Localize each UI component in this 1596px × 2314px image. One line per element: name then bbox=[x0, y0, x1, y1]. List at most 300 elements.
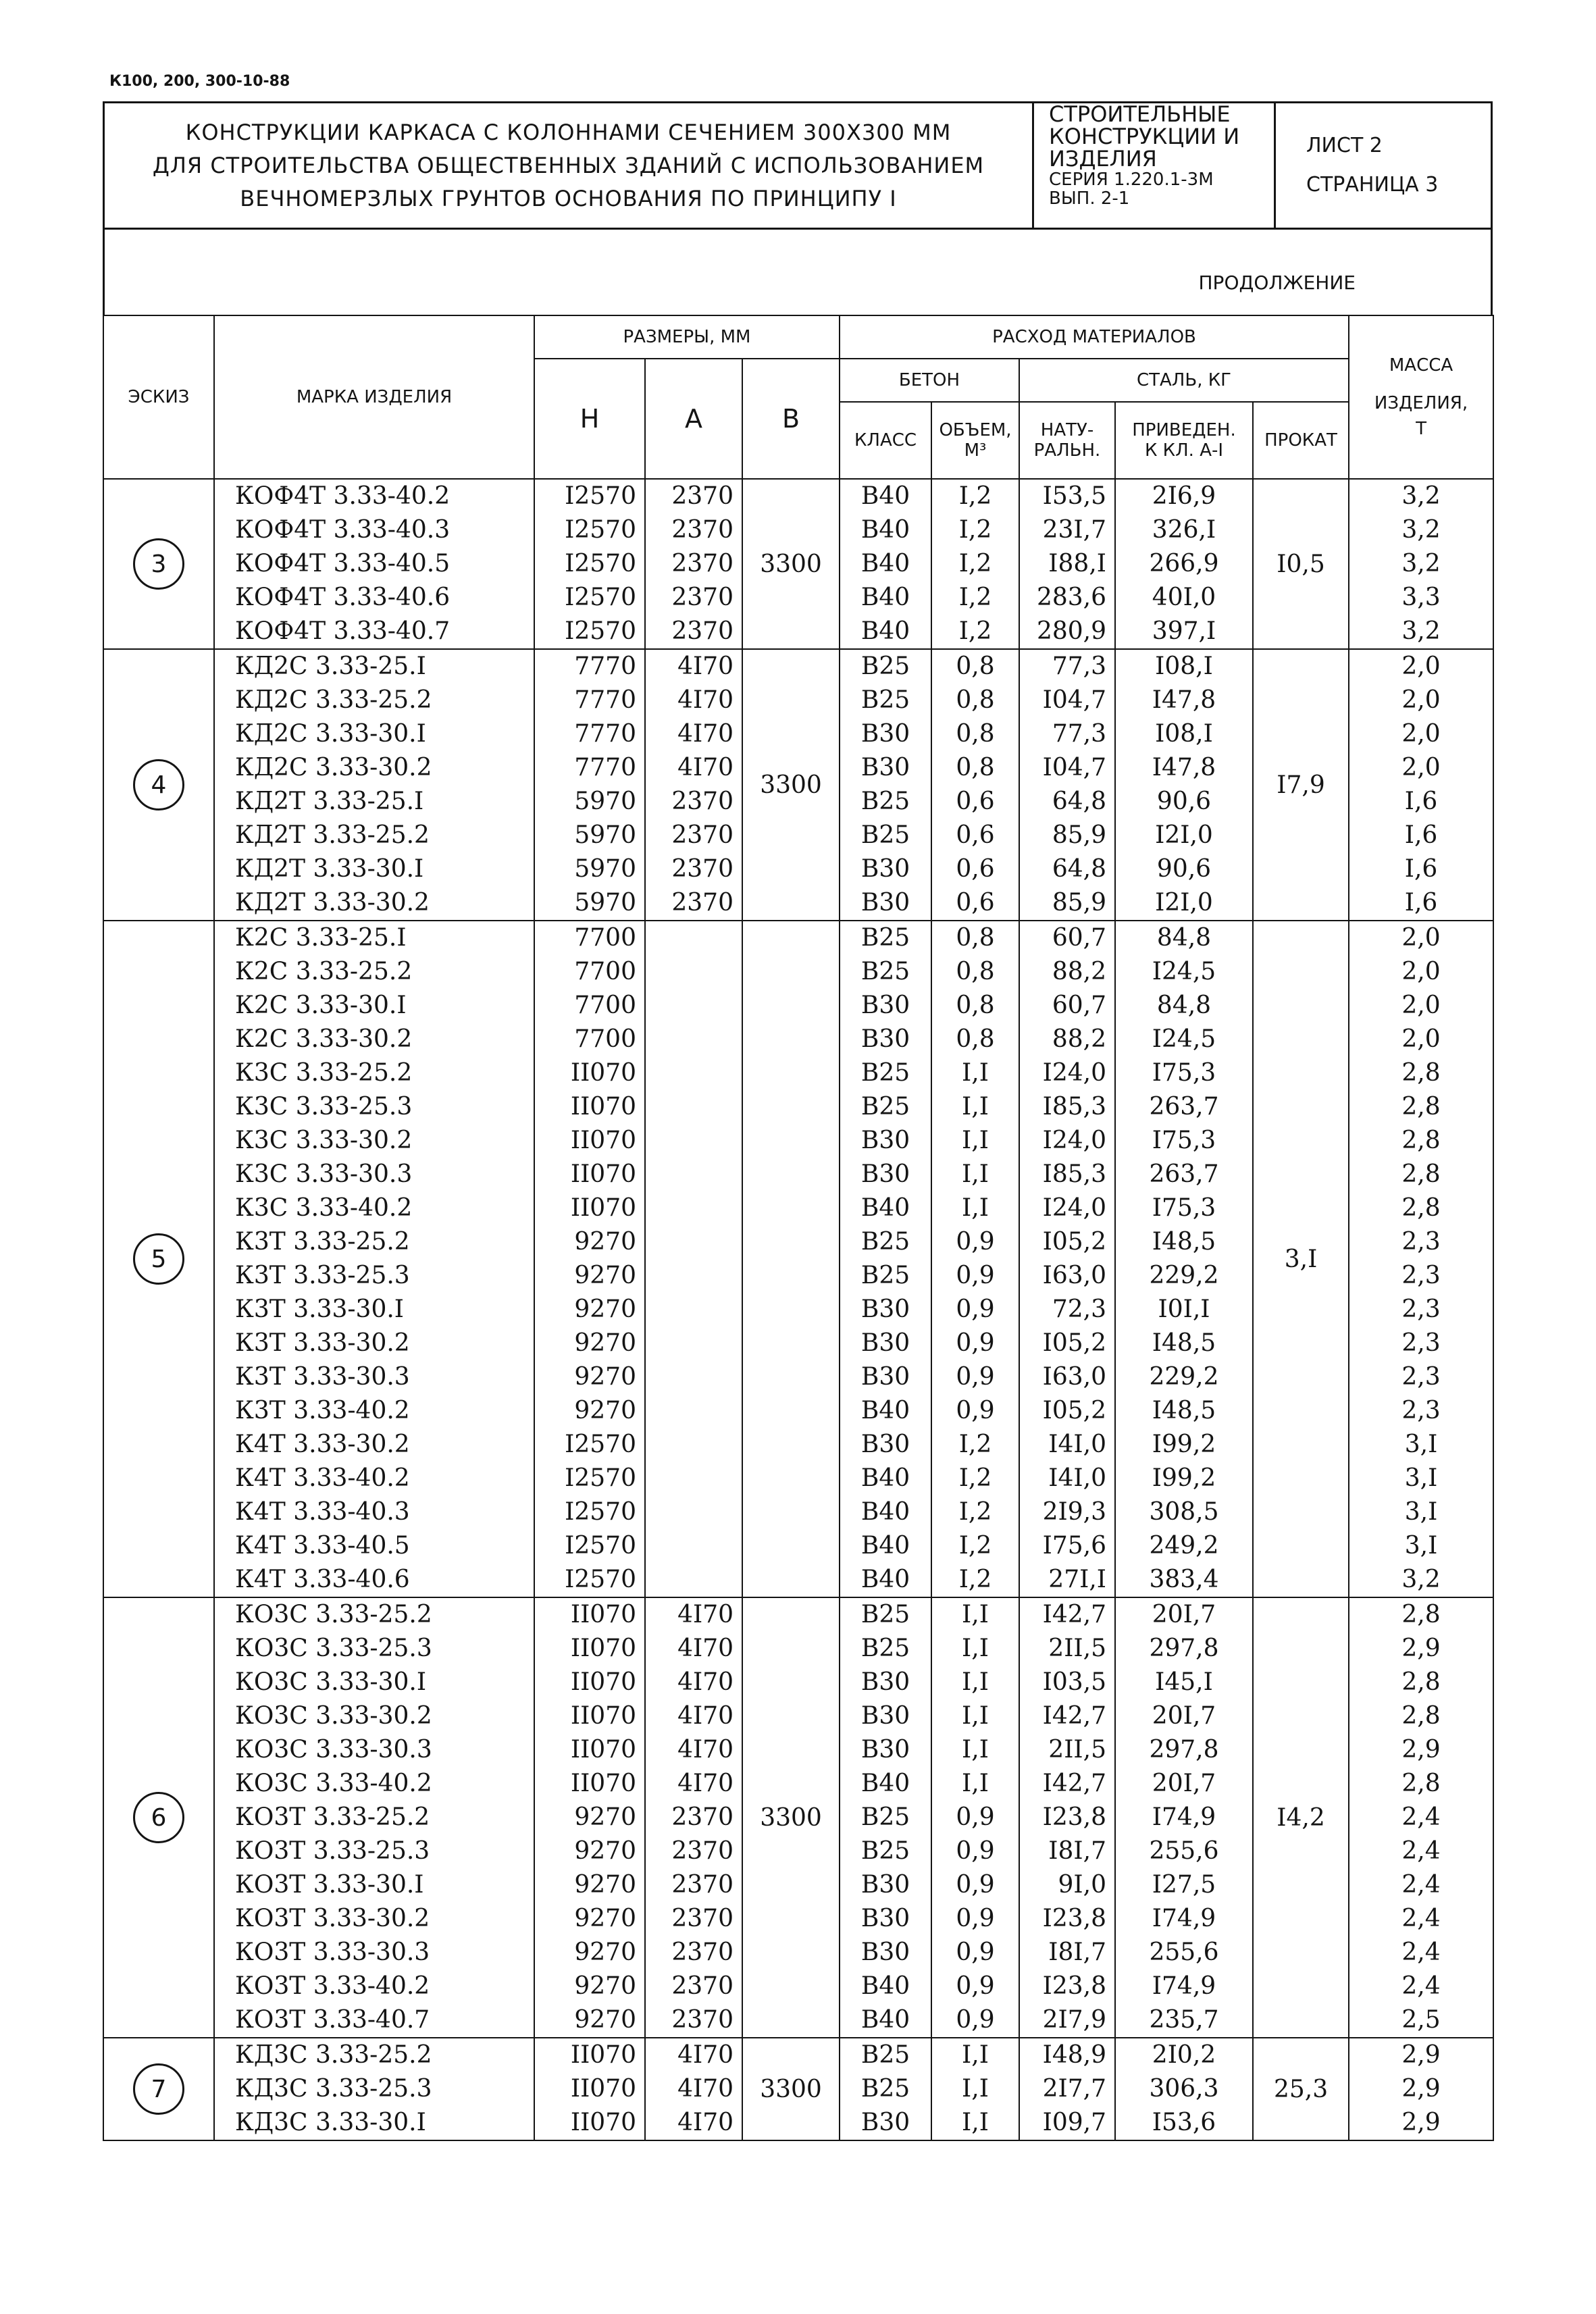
size-h: II070 bbox=[570, 1194, 636, 1222]
size-a: 4I70 bbox=[677, 1736, 733, 1764]
size-b bbox=[742, 921, 840, 1597]
size-a: 2370 bbox=[671, 1938, 733, 1966]
materials-table bbox=[103, 315, 1494, 2141]
steel-reduced: I75,3 bbox=[1152, 1127, 1216, 1154]
size-a: 2370 bbox=[671, 821, 733, 849]
product-mark: К3С 3.33-25.2 bbox=[235, 1059, 413, 1087]
product-mark: КО3С 3.33-40.2 bbox=[235, 1770, 432, 1797]
col-sketch: ЭСКИЗ bbox=[103, 315, 214, 479]
size-a: 2370 bbox=[671, 1803, 733, 1831]
steel-reduced: I53,6 bbox=[1152, 2109, 1216, 2136]
product-mark: КД3С 3.33-25.3 bbox=[235, 2075, 432, 2103]
series-block-line-2: КОНСТРУКЦИИ И bbox=[1049, 124, 1240, 149]
steel-natural-cell bbox=[1019, 479, 1115, 649]
size-a: 2370 bbox=[671, 788, 733, 815]
steel-natural: I4I,0 bbox=[1048, 1431, 1106, 1458]
steel-reduced: 40I,0 bbox=[1152, 584, 1216, 611]
product-mass: I,6 bbox=[1404, 889, 1438, 917]
series-number: СЕРИЯ 1.220.1-3М bbox=[1049, 170, 1214, 190]
product-mass: 2,8 bbox=[1401, 1770, 1441, 1797]
steel-natural: I23,8 bbox=[1042, 1972, 1106, 2000]
concrete-volume: 0,9 bbox=[956, 1803, 995, 1831]
sketch-number: 3 bbox=[133, 538, 184, 590]
steel-reduced: I08,I bbox=[1155, 652, 1213, 680]
concrete-class: В25 bbox=[860, 2075, 910, 2103]
steel-natural: I24,0 bbox=[1042, 1194, 1106, 1222]
steel-rolled: I7,9 bbox=[1253, 649, 1349, 921]
concrete-class: В30 bbox=[860, 1295, 910, 1323]
concrete-class: В30 bbox=[860, 1938, 910, 1966]
size-a bbox=[646, 1191, 742, 1225]
concrete-class: В40 bbox=[860, 1532, 910, 1560]
steel-natural: I24,0 bbox=[1042, 1059, 1106, 1087]
steel-natural: 27I,I bbox=[1048, 1566, 1106, 1593]
concrete-class: В40 bbox=[860, 1972, 910, 2000]
size-h: 7700 bbox=[574, 958, 636, 985]
size-h: 9270 bbox=[574, 1803, 636, 1831]
col-reduced bbox=[1115, 402, 1253, 479]
concrete-class: В25 bbox=[860, 652, 910, 680]
size-h-cell bbox=[534, 649, 645, 921]
concrete-class: В25 bbox=[860, 1059, 910, 1087]
col-b: В bbox=[742, 359, 840, 479]
concrete-volume: I,2 bbox=[958, 1498, 992, 1526]
product-mark: К3Т 3.33-30.2 bbox=[235, 1329, 410, 1357]
product-mass: 2,4 bbox=[1401, 1837, 1441, 1865]
steel-reduced: I74,9 bbox=[1152, 1972, 1216, 2000]
size-b: 3300 bbox=[742, 649, 840, 921]
steel-reduced: 20I,7 bbox=[1152, 1770, 1216, 1797]
product-mark: К3Т 3.33-40.2 bbox=[235, 1397, 410, 1424]
series-block-line-1: СТРОИТЕЛЬНЫЕ bbox=[1049, 101, 1231, 127]
title-line-1: КОНСТРУКЦИИ КАРКАСА С КОЛОННАМИ СЕЧЕНИЕМ 300Х300 ММ bbox=[185, 119, 952, 145]
concrete-class-cell bbox=[840, 2038, 931, 2140]
steel-natural: 23I,7 bbox=[1042, 516, 1106, 544]
sketch-cell bbox=[103, 479, 214, 649]
steel-natural: I8I,7 bbox=[1048, 1837, 1106, 1865]
col-mass-line-2: ИЗДЕЛИЯ, bbox=[1374, 393, 1468, 413]
size-a-cell bbox=[645, 479, 742, 649]
product-mass: 2,0 bbox=[1401, 720, 1441, 748]
steel-reduced: 255,6 bbox=[1149, 1938, 1219, 1966]
steel-reduced: I99,2 bbox=[1152, 1431, 1216, 1458]
size-a-cell bbox=[645, 2038, 742, 2140]
concrete-volume: 0,8 bbox=[956, 992, 995, 1019]
concrete-class: В40 bbox=[860, 1770, 910, 1797]
product-mark: К3Т 3.33-25.3 bbox=[235, 1262, 410, 1289]
concrete-class: В30 bbox=[860, 1363, 910, 1391]
size-a-cell bbox=[645, 921, 742, 1597]
size-h: 7770 bbox=[574, 720, 636, 748]
size-a bbox=[646, 1056, 742, 1090]
concrete-volume: 0,6 bbox=[956, 821, 995, 849]
size-a bbox=[646, 1124, 742, 1158]
steel-reduced: I08,I bbox=[1155, 720, 1213, 748]
size-h: I2570 bbox=[565, 1532, 636, 1560]
concrete-volume: 0,8 bbox=[956, 924, 995, 952]
size-h: 9270 bbox=[574, 1295, 636, 1323]
sketch-cell bbox=[103, 921, 214, 1597]
product-mass: 2,3 bbox=[1401, 1397, 1441, 1424]
steel-natural: 60,7 bbox=[1052, 924, 1106, 952]
concrete-class: В30 bbox=[860, 1431, 910, 1458]
product-mass: 2,0 bbox=[1401, 1025, 1441, 1053]
steel-reduced: 326,I bbox=[1152, 516, 1216, 544]
concrete-class: В30 bbox=[860, 1160, 910, 1188]
steel-natural: I42,7 bbox=[1042, 1702, 1106, 1730]
size-a bbox=[646, 989, 742, 1023]
size-h: II070 bbox=[570, 1702, 636, 1730]
size-h: I2570 bbox=[565, 1464, 636, 1492]
size-a bbox=[646, 1563, 742, 1597]
product-mark: КО3Т 3.33-30.3 bbox=[235, 1938, 430, 1966]
steel-natural: I23,8 bbox=[1042, 1905, 1106, 1932]
product-mark: КОФ4Т 3.33-40.7 bbox=[235, 617, 451, 645]
concrete-volume: 0,9 bbox=[956, 1262, 995, 1289]
size-h: 9270 bbox=[574, 2006, 636, 2034]
product-mass: 2,9 bbox=[1401, 1635, 1441, 1662]
concrete-volume: I,2 bbox=[958, 1566, 992, 1593]
size-a: 4I70 bbox=[677, 652, 733, 680]
product-mark: К4Т 3.33-40.3 bbox=[235, 1498, 410, 1526]
steel-natural: I53,5 bbox=[1042, 482, 1106, 510]
concrete-volume: 0,8 bbox=[956, 1025, 995, 1053]
product-mark: К4Т 3.33-40.5 bbox=[235, 1532, 410, 1560]
col-reduced-line-2: К КЛ. А-I bbox=[1144, 440, 1224, 461]
steel-natural: I23,8 bbox=[1042, 1803, 1106, 1831]
steel-natural: I04,7 bbox=[1042, 754, 1106, 781]
concrete-class: В30 bbox=[860, 889, 910, 917]
concrete-class: В30 bbox=[860, 720, 910, 748]
steel-reduced: 306,3 bbox=[1149, 2075, 1219, 2103]
product-mass: 2,8 bbox=[1401, 1702, 1441, 1730]
product-mass: 2,0 bbox=[1401, 754, 1441, 781]
product-mark: КОФ4Т 3.33-40.5 bbox=[235, 550, 451, 577]
steel-reduced: 20I,7 bbox=[1152, 1601, 1216, 1628]
concrete-class: В30 bbox=[860, 1736, 910, 1764]
size-a: 2370 bbox=[671, 889, 733, 917]
series-cell bbox=[1034, 103, 1276, 228]
size-h: II070 bbox=[570, 1127, 636, 1154]
sketch-number: 7 bbox=[133, 2063, 184, 2115]
table-group-row bbox=[103, 1597, 1493, 2038]
steel-reduced: 297,8 bbox=[1149, 1736, 1219, 1764]
concrete-volume: 0,9 bbox=[956, 1905, 995, 1932]
col-reduced-line-1: ПРИВЕДЕН. bbox=[1132, 420, 1236, 440]
size-h: II070 bbox=[570, 1736, 636, 1764]
series-block-line-3: ИЗДЕЛИЯ bbox=[1049, 146, 1157, 172]
size-h: II070 bbox=[570, 1160, 636, 1188]
steel-reduced-cell bbox=[1115, 649, 1253, 921]
concrete-class: В40 bbox=[860, 1464, 910, 1492]
col-volume-line-2: М³ bbox=[964, 440, 987, 461]
product-mark: КД2Т 3.33-25.I bbox=[235, 788, 424, 815]
product-mark: КД2С 3.33-25.2 bbox=[235, 686, 432, 714]
steel-reduced: I99,2 bbox=[1152, 1464, 1216, 1492]
steel-reduced: 90,6 bbox=[1156, 788, 1212, 815]
concrete-volume: I,2 bbox=[958, 1431, 992, 1458]
steel-reduced: 263,7 bbox=[1149, 1160, 1219, 1188]
size-a: 2370 bbox=[671, 617, 733, 645]
steel-natural: I42,7 bbox=[1042, 1770, 1106, 1797]
product-mass: 3,I bbox=[1404, 1464, 1438, 1492]
concrete-volume: I,I bbox=[962, 1736, 989, 1764]
concrete-volume: I,I bbox=[962, 1702, 989, 1730]
steel-rolled: 3,I bbox=[1253, 921, 1349, 1597]
steel-natural: 2I7,7 bbox=[1042, 2075, 1106, 2103]
size-h: II070 bbox=[570, 1601, 636, 1628]
product-mass: 2,4 bbox=[1401, 1803, 1441, 1831]
steel-natural: 283,6 bbox=[1036, 584, 1106, 611]
product-mass: I,6 bbox=[1404, 855, 1438, 883]
concrete-volume: 0,8 bbox=[956, 720, 995, 748]
steel-reduced: 84,8 bbox=[1156, 924, 1212, 952]
size-a bbox=[646, 1360, 742, 1394]
continuation-label: ПРОДОЛЖЕНИЕ bbox=[1198, 272, 1356, 294]
size-a: 2370 bbox=[671, 1837, 733, 1865]
product-mark: К4Т 3.33-30.2 bbox=[235, 1431, 410, 1458]
size-a bbox=[646, 1327, 742, 1360]
size-h: II070 bbox=[570, 1059, 636, 1087]
steel-reduced: I74,9 bbox=[1152, 1803, 1216, 1831]
steel-reduced: I47,8 bbox=[1152, 754, 1216, 781]
concrete-volume: I,I bbox=[962, 1127, 989, 1154]
product-mark: КО3С 3.33-30.3 bbox=[235, 1736, 432, 1764]
product-mark: КО3С 3.33-30.2 bbox=[235, 1702, 432, 1730]
concrete-class: В25 bbox=[860, 1262, 910, 1289]
steel-natural: I63,0 bbox=[1042, 1262, 1106, 1289]
sketch-number: 6 bbox=[133, 1792, 184, 1843]
steel-reduced: I2I,0 bbox=[1155, 889, 1213, 917]
steel-natural: I42,7 bbox=[1042, 1601, 1106, 1628]
steel-natural: I04,7 bbox=[1042, 686, 1106, 714]
col-rolled: ПРОКАТ bbox=[1253, 402, 1349, 479]
size-a-cell bbox=[645, 649, 742, 921]
col-volume bbox=[931, 402, 1019, 479]
steel-natural: I48,9 bbox=[1042, 2041, 1106, 2069]
product-mark: КД3С 3.33-30.I bbox=[235, 2109, 426, 2136]
size-a: 2370 bbox=[671, 482, 733, 510]
size-a: 2370 bbox=[671, 1871, 733, 1899]
sketch-cell bbox=[103, 1597, 214, 2038]
table-group-row bbox=[103, 2038, 1493, 2140]
steel-reduced-cell bbox=[1115, 479, 1253, 649]
table-group-row bbox=[103, 479, 1493, 649]
concrete-class: В25 bbox=[860, 1093, 910, 1121]
size-a: 4I70 bbox=[677, 720, 733, 748]
table-group-row bbox=[103, 649, 1493, 921]
steel-reduced-cell bbox=[1115, 921, 1253, 1597]
steel-natural: 88,2 bbox=[1052, 958, 1106, 985]
concrete-volume-cell bbox=[931, 1597, 1019, 2038]
steel-reduced: I47,8 bbox=[1152, 686, 1216, 714]
col-steel: СТАЛЬ, КГ bbox=[1019, 359, 1349, 402]
size-h: I2570 bbox=[565, 550, 636, 577]
product-mass: 2,4 bbox=[1401, 1871, 1441, 1899]
concrete-volume: 0,6 bbox=[956, 788, 995, 815]
size-h: I2570 bbox=[565, 584, 636, 611]
steel-natural-cell bbox=[1019, 2038, 1115, 2140]
steel-reduced: I74,9 bbox=[1152, 1905, 1216, 1932]
col-natural-line-1: НАТУ- bbox=[1040, 420, 1094, 440]
continuation-band bbox=[103, 230, 1493, 315]
size-a: 4I70 bbox=[677, 2041, 733, 2069]
concrete-class: В30 bbox=[860, 2109, 910, 2136]
col-natural-line-2: РАЛЬН. bbox=[1033, 440, 1101, 461]
concrete-class: В30 bbox=[860, 1025, 910, 1053]
size-h: I2570 bbox=[565, 516, 636, 544]
product-mass: 3,I bbox=[1404, 1431, 1438, 1458]
concrete-class: В25 bbox=[860, 1228, 910, 1256]
concrete-class: В30 bbox=[860, 1127, 910, 1154]
concrete-volume: I,I bbox=[962, 1059, 989, 1087]
product-mark: К3С 3.33-25.3 bbox=[235, 1093, 413, 1121]
size-h: 7700 bbox=[574, 1025, 636, 1053]
product-mass: 2,3 bbox=[1401, 1295, 1441, 1323]
concrete-class: В25 bbox=[860, 2041, 910, 2069]
concrete-class: В25 bbox=[860, 821, 910, 849]
product-mass: 2,8 bbox=[1401, 1160, 1441, 1188]
size-a bbox=[646, 1529, 742, 1563]
size-a bbox=[646, 1259, 742, 1293]
product-mark-cell bbox=[214, 2038, 534, 2140]
page-number: СТРАНИЦА 3 bbox=[1306, 173, 1439, 197]
concrete-volume: 0,8 bbox=[956, 754, 995, 781]
size-b: 3300 bbox=[742, 2038, 840, 2140]
concrete-volume-cell bbox=[931, 2038, 1019, 2140]
product-mass: 2,9 bbox=[1401, 1736, 1441, 1764]
steel-natural: I09,7 bbox=[1042, 2109, 1106, 2136]
col-sizes: РАЗМЕРЫ, ММ bbox=[534, 315, 840, 359]
col-a: А bbox=[645, 359, 742, 479]
concrete-class: В30 bbox=[860, 992, 910, 1019]
steel-reduced: 2I6,9 bbox=[1152, 482, 1216, 510]
product-mass: 2,8 bbox=[1401, 1127, 1441, 1154]
steel-reduced: I48,5 bbox=[1152, 1228, 1216, 1256]
steel-natural: I4I,0 bbox=[1048, 1464, 1106, 1492]
concrete-volume: 0,8 bbox=[956, 652, 995, 680]
title-cell bbox=[105, 103, 1034, 228]
concrete-class: В40 bbox=[860, 1498, 910, 1526]
steel-reduced: I75,3 bbox=[1152, 1194, 1216, 1222]
product-mass: 2,8 bbox=[1401, 1668, 1441, 1696]
product-mark: К2С 3.33-30.2 bbox=[235, 1025, 413, 1053]
table-body bbox=[103, 479, 1493, 2140]
concrete-class: В25 bbox=[860, 788, 910, 815]
steel-reduced: I0I,I bbox=[1158, 1295, 1210, 1323]
concrete-class: В40 bbox=[860, 584, 910, 611]
size-h-cell bbox=[534, 2038, 645, 2140]
product-mass-cell bbox=[1349, 479, 1493, 649]
concrete-volume: I,2 bbox=[958, 1464, 992, 1492]
size-h: II070 bbox=[570, 2041, 636, 2069]
concrete-class: В30 bbox=[860, 1702, 910, 1730]
product-mass: 2,0 bbox=[1401, 958, 1441, 985]
size-h: 9270 bbox=[574, 1397, 636, 1424]
size-h: 7770 bbox=[574, 754, 636, 781]
product-mark: КО3Т 3.33-30.2 bbox=[235, 1905, 430, 1932]
product-mark: КО3Т 3.33-25.3 bbox=[235, 1837, 430, 1865]
steel-natural: I75,6 bbox=[1042, 1532, 1106, 1560]
size-h: II070 bbox=[570, 1635, 636, 1662]
size-a bbox=[646, 1225, 742, 1259]
steel-natural: I24,0 bbox=[1042, 1127, 1106, 1154]
concrete-volume-cell bbox=[931, 649, 1019, 921]
concrete-volume: I,I bbox=[962, 2109, 989, 2136]
product-mark: КД2Т 3.33-25.2 bbox=[235, 821, 430, 849]
size-h: I2570 bbox=[565, 1566, 636, 1593]
size-h: I2570 bbox=[565, 617, 636, 645]
concrete-volume: 0,9 bbox=[956, 1871, 995, 1899]
concrete-class: В40 bbox=[860, 550, 910, 577]
size-a: 2370 bbox=[671, 2006, 733, 2034]
size-h-cell bbox=[534, 479, 645, 649]
steel-natural-cell bbox=[1019, 1597, 1115, 2038]
size-a: 4I70 bbox=[677, 686, 733, 714]
size-a: 4I70 bbox=[677, 2109, 733, 2136]
concrete-volume: I,2 bbox=[958, 584, 992, 611]
concrete-volume: I,2 bbox=[958, 617, 992, 645]
product-mass: 2,3 bbox=[1401, 1228, 1441, 1256]
document-code: К100, 200, 300-10-88 bbox=[109, 73, 290, 90]
product-mass: 3,2 bbox=[1401, 482, 1441, 510]
product-mark: КО3С 3.33-25.3 bbox=[235, 1635, 432, 1662]
concrete-class-cell bbox=[840, 1597, 931, 2038]
size-a: 2370 bbox=[671, 1972, 733, 2000]
sketch-cell bbox=[103, 2038, 214, 2140]
size-a bbox=[646, 1394, 742, 1428]
size-h: II070 bbox=[570, 2109, 636, 2136]
size-h: II070 bbox=[570, 1770, 636, 1797]
size-a bbox=[646, 955, 742, 989]
concrete-volume: I,I bbox=[962, 1194, 989, 1222]
concrete-volume-cell bbox=[931, 479, 1019, 649]
concrete-volume: 0,6 bbox=[956, 889, 995, 917]
product-mark: КОФ4Т 3.33-40.2 bbox=[235, 482, 451, 510]
concrete-volume: 0,9 bbox=[956, 1363, 995, 1391]
concrete-volume: 0,9 bbox=[956, 1295, 995, 1323]
size-h: 9270 bbox=[574, 1938, 636, 1966]
product-mark: КД3С 3.33-25.2 bbox=[235, 2041, 432, 2069]
steel-reduced: 249,2 bbox=[1149, 1532, 1219, 1560]
steel-reduced: 255,6 bbox=[1149, 1837, 1219, 1865]
size-h: 9270 bbox=[574, 1905, 636, 1932]
product-mark: К3Т 3.33-25.2 bbox=[235, 1228, 410, 1256]
concrete-volume: I,I bbox=[962, 1668, 989, 1696]
steel-natural: 2I7,9 bbox=[1042, 2006, 1106, 2034]
size-h: 7700 bbox=[574, 992, 636, 1019]
concrete-class: В25 bbox=[860, 1837, 910, 1865]
size-h: 5970 bbox=[574, 855, 636, 883]
size-a: 4I70 bbox=[677, 1770, 733, 1797]
steel-natural: 280,9 bbox=[1036, 617, 1106, 645]
col-class: КЛАСС bbox=[840, 402, 931, 479]
steel-reduced: 90,6 bbox=[1156, 855, 1212, 883]
size-a: 4I70 bbox=[677, 1668, 733, 1696]
sketch-cell bbox=[103, 649, 214, 921]
steel-reduced: I45,I bbox=[1155, 1668, 1213, 1696]
steel-reduced: 2I0,2 bbox=[1152, 2041, 1216, 2069]
product-mass: I,6 bbox=[1404, 788, 1438, 815]
size-a: 2370 bbox=[671, 855, 733, 883]
col-mark: МАРКА ИЗДЕЛИЯ bbox=[214, 315, 534, 479]
concrete-class: В25 bbox=[860, 1803, 910, 1831]
size-a: 4I70 bbox=[677, 1635, 733, 1662]
product-mark: КО3Т 3.33-40.2 bbox=[235, 1972, 430, 2000]
product-mark: К4Т 3.33-40.6 bbox=[235, 1566, 410, 1593]
concrete-class: В30 bbox=[860, 1668, 910, 1696]
concrete-volume: I,I bbox=[962, 1160, 989, 1188]
